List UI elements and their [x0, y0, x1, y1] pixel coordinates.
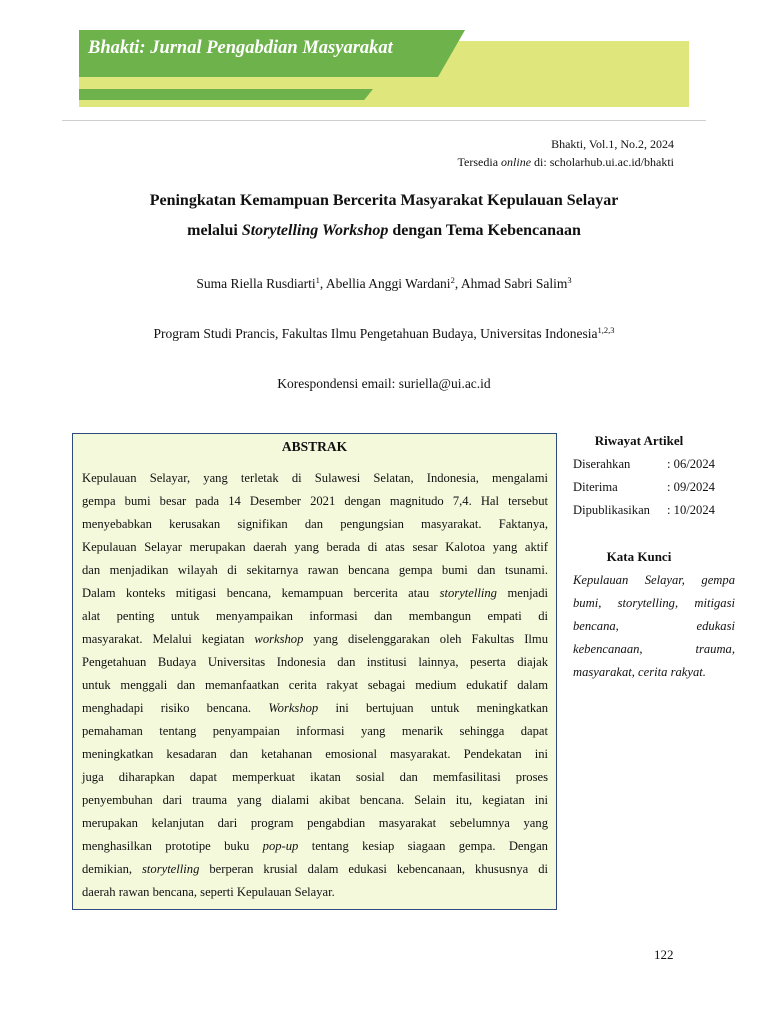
affiliation: [0, 326, 768, 342]
availability-url: di: scholarhub.ui.ac.id/bhakti: [531, 155, 674, 169]
abstract-line: [82, 884, 548, 900]
author-name: Ahmad Sabri Salim: [460, 276, 568, 291]
abstract-text: juga diharapkan dapat memperkuat ikatan sosial dan memfasilitasi proses: [82, 770, 548, 784]
abstract-emphasis: workshop: [254, 632, 304, 646]
abstract-line: [82, 631, 548, 647]
abstract-text: merupakan kelanjutan dari program pengabdian masyarakat sebelumnya yang: [82, 816, 548, 830]
abstract-line: [82, 470, 548, 486]
author-name: Abellia Anggi Wardani: [325, 276, 451, 291]
availability-prefix: Tersedia: [457, 155, 502, 169]
keywords-heading: Kata Kunci: [606, 549, 672, 564]
keywords-line: Kepulauan Selayar, gempa: [573, 573, 735, 587]
history-label: Diterima: [573, 480, 618, 494]
abstract-text: menghasilkan prototipe buku: [82, 839, 263, 853]
history-label: Dipublikasikan: [573, 503, 650, 517]
abstract-text: meningkatkan kesadaran dan ketahanan emosional masyarakat. Pendekatan ini: [82, 747, 548, 761]
abstract-line: [82, 654, 548, 670]
abstract-text: tentang kesiap siagaan gempa. Dengan: [298, 839, 548, 853]
journal-name: Bhakti: Jurnal Pengabdian Masyarakat: [88, 38, 393, 58]
author-separator: ,: [319, 276, 326, 291]
abstract-text: yang diselenggarakan oleh Fakultas Ilmu: [303, 632, 548, 646]
abstract-text: berperan krusial dalam edukasi kebencanaan, khususnya di: [199, 862, 548, 876]
abstract-line: [82, 838, 548, 854]
abstract-text: alat penting untuk menyampaikan informasi dan membangun empati di: [82, 609, 548, 623]
article-title-line-2: [0, 222, 768, 240]
header-accent-bar: [79, 89, 373, 100]
abstract-line: [82, 562, 548, 578]
title-emphasis: Storytelling Workshop: [241, 222, 389, 239]
abstract-line: [82, 677, 548, 693]
abstract-line: [82, 769, 548, 785]
abstract-text: Dalam konteks mitigasi bencana, kemampuan bercerita atau: [82, 586, 440, 600]
abstract-heading: ABSTRAK: [281, 439, 348, 454]
abstract-line: [82, 516, 548, 532]
history-label: Diserahkan: [573, 457, 631, 471]
abstract-line: [82, 746, 548, 762]
article-history-heading: Riwayat Artikel: [594, 433, 684, 448]
abstract-text: masyarakat. Melalui kegiatan: [82, 632, 255, 646]
abstract-line: [82, 815, 548, 831]
affiliation-mark: 1,2,3: [597, 325, 615, 335]
abstract-text: daerah rawan bencana, seperti Kepulauan Selayar.: [82, 885, 335, 899]
abstract-text: gempa bumi besar pada 14 Desember 2021 dengan magnitudo 7,4. Hal tersebut: [82, 494, 548, 508]
keywords-line: masyarakat, cerita rakyat.: [573, 665, 706, 679]
abstract-text: pemahaman tentang penyampaian informasi yang menarik sehingga dapat: [82, 724, 548, 738]
history-value: : 10/2024: [667, 503, 715, 517]
abstract-text: ini bertujuan untuk meningkatkan: [318, 701, 549, 715]
author-name: Suma Riella Rusdiarti: [196, 276, 316, 291]
keywords-line: bencana, edukasi: [573, 619, 735, 633]
abstract-text: demikian,: [82, 862, 142, 876]
header-divider: [62, 120, 706, 121]
history-value: : 09/2024: [667, 480, 715, 494]
abstract-text: untuk menggali dan memanfaatkan cerita rakyat sebagai medium edukatif dalam: [82, 678, 548, 692]
author-affiliation-mark: 3: [567, 275, 572, 285]
keywords-line: bumi, storytelling, mitigasi: [573, 596, 735, 610]
author-affiliation-mark: 2: [450, 275, 455, 285]
abstract-line: [82, 792, 548, 808]
article-title-line-1: Peningkatan Kemampuan Bercerita Masyarakat Kepulauan Selayar: [149, 192, 619, 209]
affiliation-text: Program Studi Prancis, Fakultas Ilmu Pengetahuan Budaya, Universitas Indonesia: [153, 326, 598, 341]
availability-online: online: [501, 155, 532, 169]
abstract-emphasis: pop-up: [262, 839, 299, 853]
availability-line: [458, 153, 674, 171]
volume-line: Bhakti, Vol.1, No.2, 2024: [551, 137, 674, 151]
abstract-line: [82, 861, 548, 877]
author-list: [0, 276, 768, 292]
abstract-text: Pengetahuan Budaya Universitas Indonesia dan institusi lainnya, peserta diajak: [82, 655, 548, 669]
abstract-line: [82, 700, 548, 716]
volume-info: [458, 135, 674, 171]
keywords-line: kebencanaan, trauma,: [573, 642, 735, 656]
abstract-line: [82, 585, 548, 601]
abstract-text: dan menjadikan wilayah di sekitarnya rawan bencana gempa bumi dan tsunami.: [82, 563, 548, 577]
correspondence-email: Korespondensi email: suriella@ui.ac.id: [277, 376, 491, 391]
abstract-line: [82, 608, 548, 624]
abstract-line: [82, 539, 548, 555]
abstract-emphasis: Workshop: [268, 701, 319, 715]
abstract-text: menjadi: [496, 586, 549, 600]
author-separator: ,: [454, 276, 461, 291]
abstract-line: [82, 493, 548, 509]
history-value: : 06/2024: [667, 457, 715, 471]
abstract-line: [82, 723, 548, 739]
author-affiliation-mark: 1: [315, 275, 320, 285]
abstract-text: Kepulauan Selayar, yang terletak di Sulawesi Selatan, Indonesia, mengalami: [82, 471, 548, 485]
page-number: 122: [654, 947, 674, 962]
title-prefix: melalui: [187, 222, 242, 239]
abstract-text: Kepulauan Selayar merupakan daerah yang berada di atas sesar Kalotoa yang aktif: [82, 540, 548, 554]
abstract-text: penyembuhan dari trauma yang dialami akibat bencana. Selain itu, kegiatan ini: [82, 793, 548, 807]
title-suffix: dengan Tema Kebencanaan: [388, 222, 581, 239]
abstract-text: menyebabkan kerusakan signifikan dan pengungsian masyarakat. Faktanya,: [82, 517, 548, 531]
abstract-text: menghadapi risiko bencana.: [82, 701, 269, 715]
abstract-emphasis: storytelling: [439, 586, 497, 600]
abstract-emphasis: storytelling: [142, 862, 200, 876]
